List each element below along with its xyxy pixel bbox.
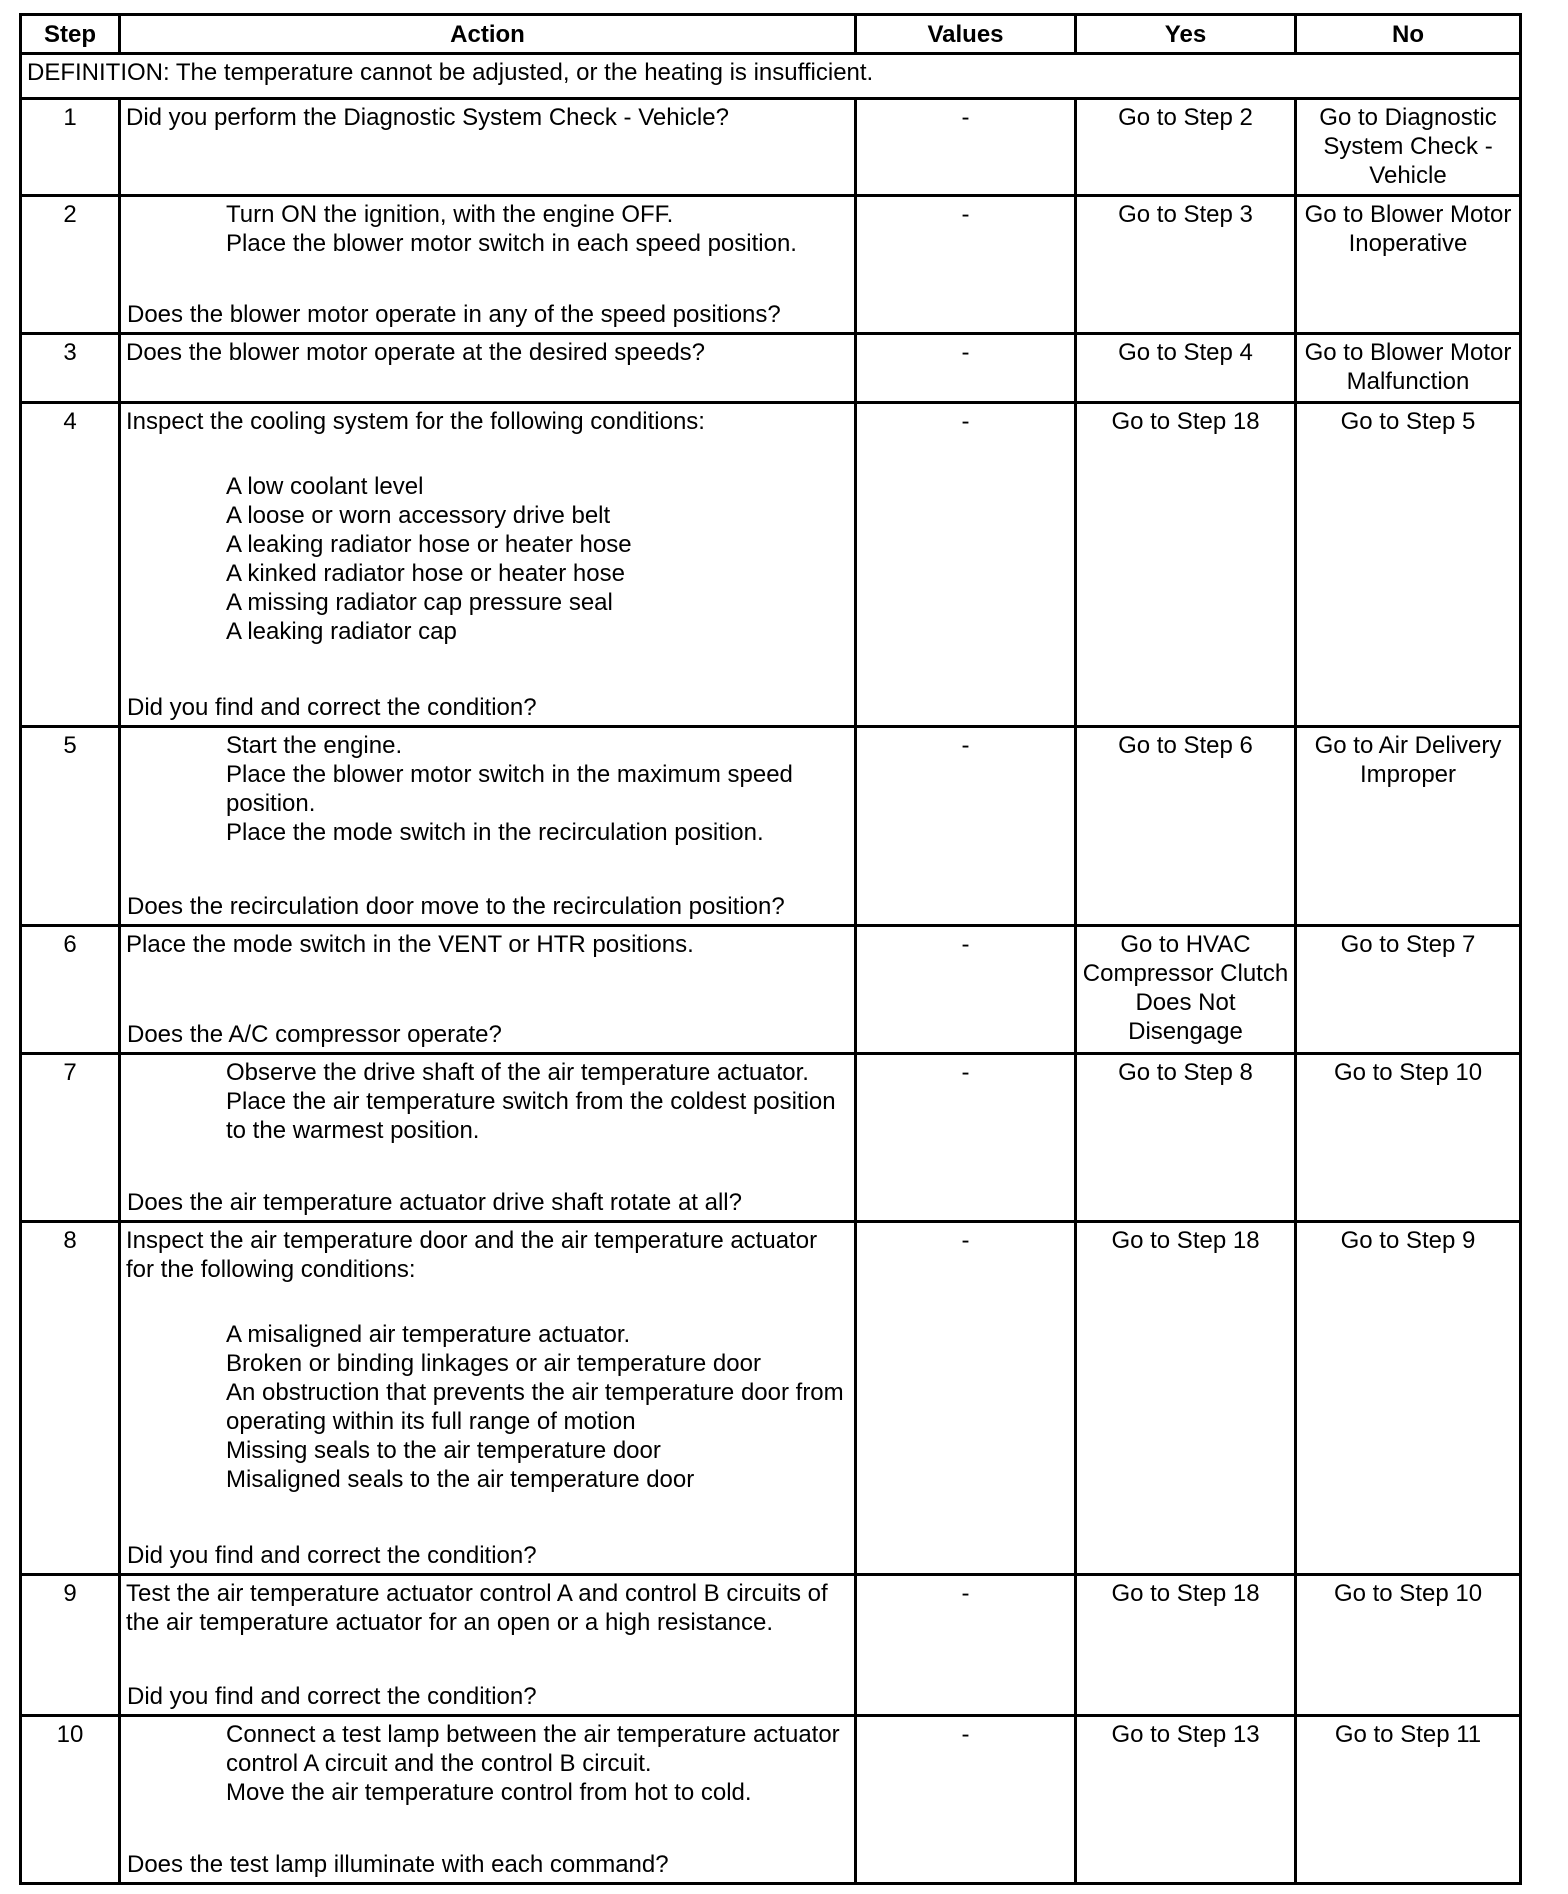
action-question: Did you find and correct the condition? [127, 694, 537, 721]
action-step-item: Missing seals to the air temperature door [226, 1437, 661, 1464]
action-step-item: A low coolant level [226, 473, 424, 500]
yes-action: Go to Step 18 [1076, 403, 1296, 727]
values-cell: - [856, 99, 1076, 196]
action-step-item: Connect a test lamp between the air temperature actuator control A circuit and the control B circuit. [226, 1721, 840, 1777]
values-cell: - [856, 1222, 1076, 1575]
step-number: 8 [21, 1222, 120, 1575]
no-action: Go to Step 7 [1296, 926, 1521, 1054]
step-number: 2 [21, 196, 120, 334]
table-row [21, 1716, 1521, 1884]
action-content [126, 200, 849, 258]
action-question: Does the blower motor operate in any of the speed positions? [127, 301, 781, 328]
table-row [21, 926, 1521, 1054]
action-step-item: Place the mode switch in the recirculation position. [226, 819, 764, 846]
action-step-item: A loose or worn accessory drive belt [226, 502, 611, 529]
action-step-item: Misaligned seals to the air temperature door [226, 1466, 695, 1493]
step-number: 9 [21, 1575, 120, 1716]
header-row [21, 15, 1521, 54]
no-action: Go to Step 10 [1296, 1054, 1521, 1222]
action-question: Did you find and correct the condition? [127, 1542, 537, 1569]
action-question: Does the air temperature actuator drive shaft rotate at all? [127, 1189, 742, 1216]
action-step-item: Place the blower motor switch in the maximum speed position. [226, 761, 793, 817]
action-content [126, 1058, 849, 1145]
table-row [21, 727, 1521, 926]
yes-action: Go to Step 3 [1076, 196, 1296, 334]
header-yes: Yes [1076, 15, 1296, 54]
action-instruction: Place the mode switch in the VENT or HTR positions. [126, 931, 694, 958]
action-content [126, 930, 849, 959]
values-cell: - [856, 334, 1076, 403]
diagnostic-table [19, 13, 1522, 1885]
yes-action: Go to HVAC Compressor Clutch Does Not Disengage [1076, 926, 1296, 1054]
action-cell [120, 727, 856, 926]
action-cell [120, 99, 856, 196]
header-values: Values [856, 15, 1076, 54]
no-action: Go to Diagnostic System Check - Vehicle [1296, 99, 1521, 196]
step-number: 7 [21, 1054, 120, 1222]
action-content [126, 1226, 849, 1494]
action-question: Does the recirculation door move to the recirculation position? [127, 893, 785, 920]
yes-action: Go to Step 18 [1076, 1575, 1296, 1716]
no-action: Go to Blower Motor Malfunction [1296, 334, 1521, 403]
values-cell: - [856, 403, 1076, 727]
action-cell [120, 1716, 856, 1884]
step-number: 3 [21, 334, 120, 403]
no-action: Go to Step 5 [1296, 403, 1521, 727]
values-cell: - [856, 926, 1076, 1054]
action-cell [120, 926, 856, 1054]
action-step-item: A missing radiator cap pressure seal [226, 589, 613, 616]
yes-action: Go to Step 2 [1076, 99, 1296, 196]
action-step-item: Place the air temperature switch from the coldest position to the warmest position. [226, 1088, 836, 1144]
action-step-item: Start the engine. [226, 732, 403, 759]
action-step-item: A misaligned air temperature actuator. [226, 1321, 631, 1348]
action-step-item: A leaking radiator cap [226, 618, 457, 645]
no-action: Go to Air Delivery Improper [1296, 727, 1521, 926]
action-instruction: Test the air temperature actuator control A and control B circuits of the air temperature actuator for an open or a high resistance. [126, 1580, 828, 1636]
yes-action: Go to Step 13 [1076, 1716, 1296, 1884]
step-number: 5 [21, 727, 120, 926]
action-content [126, 731, 849, 847]
values-cell: - [856, 727, 1076, 926]
no-action: Go to Step 11 [1296, 1716, 1521, 1884]
action-instruction: Inspect the cooling system for the following conditions: [126, 408, 705, 435]
action-cell [120, 1575, 856, 1716]
action-content [126, 1579, 849, 1637]
action-instruction: Does the blower motor operate at the desired speeds? [126, 339, 706, 366]
yes-action: Go to Step 4 [1076, 334, 1296, 403]
action-content [126, 103, 849, 132]
table-row [21, 1575, 1521, 1716]
yes-action: Go to Step 6 [1076, 727, 1296, 926]
action-question: Does the test lamp illuminate with each command? [127, 1851, 669, 1878]
header-action: Action [120, 15, 856, 54]
action-step-item: Broken or binding linkages or air temperature door [226, 1350, 761, 1377]
values-cell: - [856, 1716, 1076, 1884]
header-step: Step [21, 15, 120, 54]
values-cell: - [856, 196, 1076, 334]
step-number: 6 [21, 926, 120, 1054]
action-step-item: A leaking radiator hose or heater hose [226, 531, 632, 558]
step-number: 1 [21, 99, 120, 196]
action-content [126, 407, 849, 646]
header-no: No [1296, 15, 1521, 54]
action-question: Does the A/C compressor operate? [127, 1021, 502, 1048]
action-instruction: Inspect the air temperature door and the air temperature actuator for the following conditions: [126, 1227, 818, 1283]
action-question: Did you find and correct the condition? [127, 1683, 537, 1710]
no-action: Go to Blower Motor Inoperative [1296, 196, 1521, 334]
action-content [126, 338, 849, 367]
action-step-item: Place the blower motor switch in each speed position. [226, 230, 797, 257]
step-number: 4 [21, 403, 120, 727]
action-step-item: Turn ON the ignition, with the engine OFF. [226, 201, 674, 228]
action-step-item: Observe the drive shaft of the air temperature actuator. [226, 1059, 809, 1086]
no-action: Go to Step 10 [1296, 1575, 1521, 1716]
action-step-item: Move the air temperature control from hot to cold. [226, 1779, 752, 1806]
table-row [21, 1222, 1521, 1575]
action-cell [120, 1222, 856, 1575]
action-cell [120, 196, 856, 334]
table-row [21, 196, 1521, 334]
values-cell: - [856, 1575, 1076, 1716]
action-cell [120, 334, 856, 403]
yes-action: Go to Step 8 [1076, 1054, 1296, 1222]
action-cell [120, 403, 856, 727]
action-step-item: A kinked radiator hose or heater hose [226, 560, 625, 587]
step-number: 10 [21, 1716, 120, 1884]
action-instruction: Did you perform the Diagnostic System Check - Vehicle? [126, 104, 729, 131]
definition-row [21, 54, 1521, 99]
action-content [126, 1720, 849, 1807]
table-row [21, 1054, 1521, 1222]
action-cell [120, 1054, 856, 1222]
table-row [21, 334, 1521, 403]
yes-action: Go to Step 18 [1076, 1222, 1296, 1575]
table-row [21, 403, 1521, 727]
definition-text: DEFINITION: The temperature cannot be adjusted, or the heating is insufficient. [21, 54, 1521, 99]
action-step-item: An obstruction that prevents the air temperature door from operating within its full range of motion [226, 1379, 844, 1435]
table-row [21, 99, 1521, 196]
no-action: Go to Step 9 [1296, 1222, 1521, 1575]
values-cell: - [856, 1054, 1076, 1222]
